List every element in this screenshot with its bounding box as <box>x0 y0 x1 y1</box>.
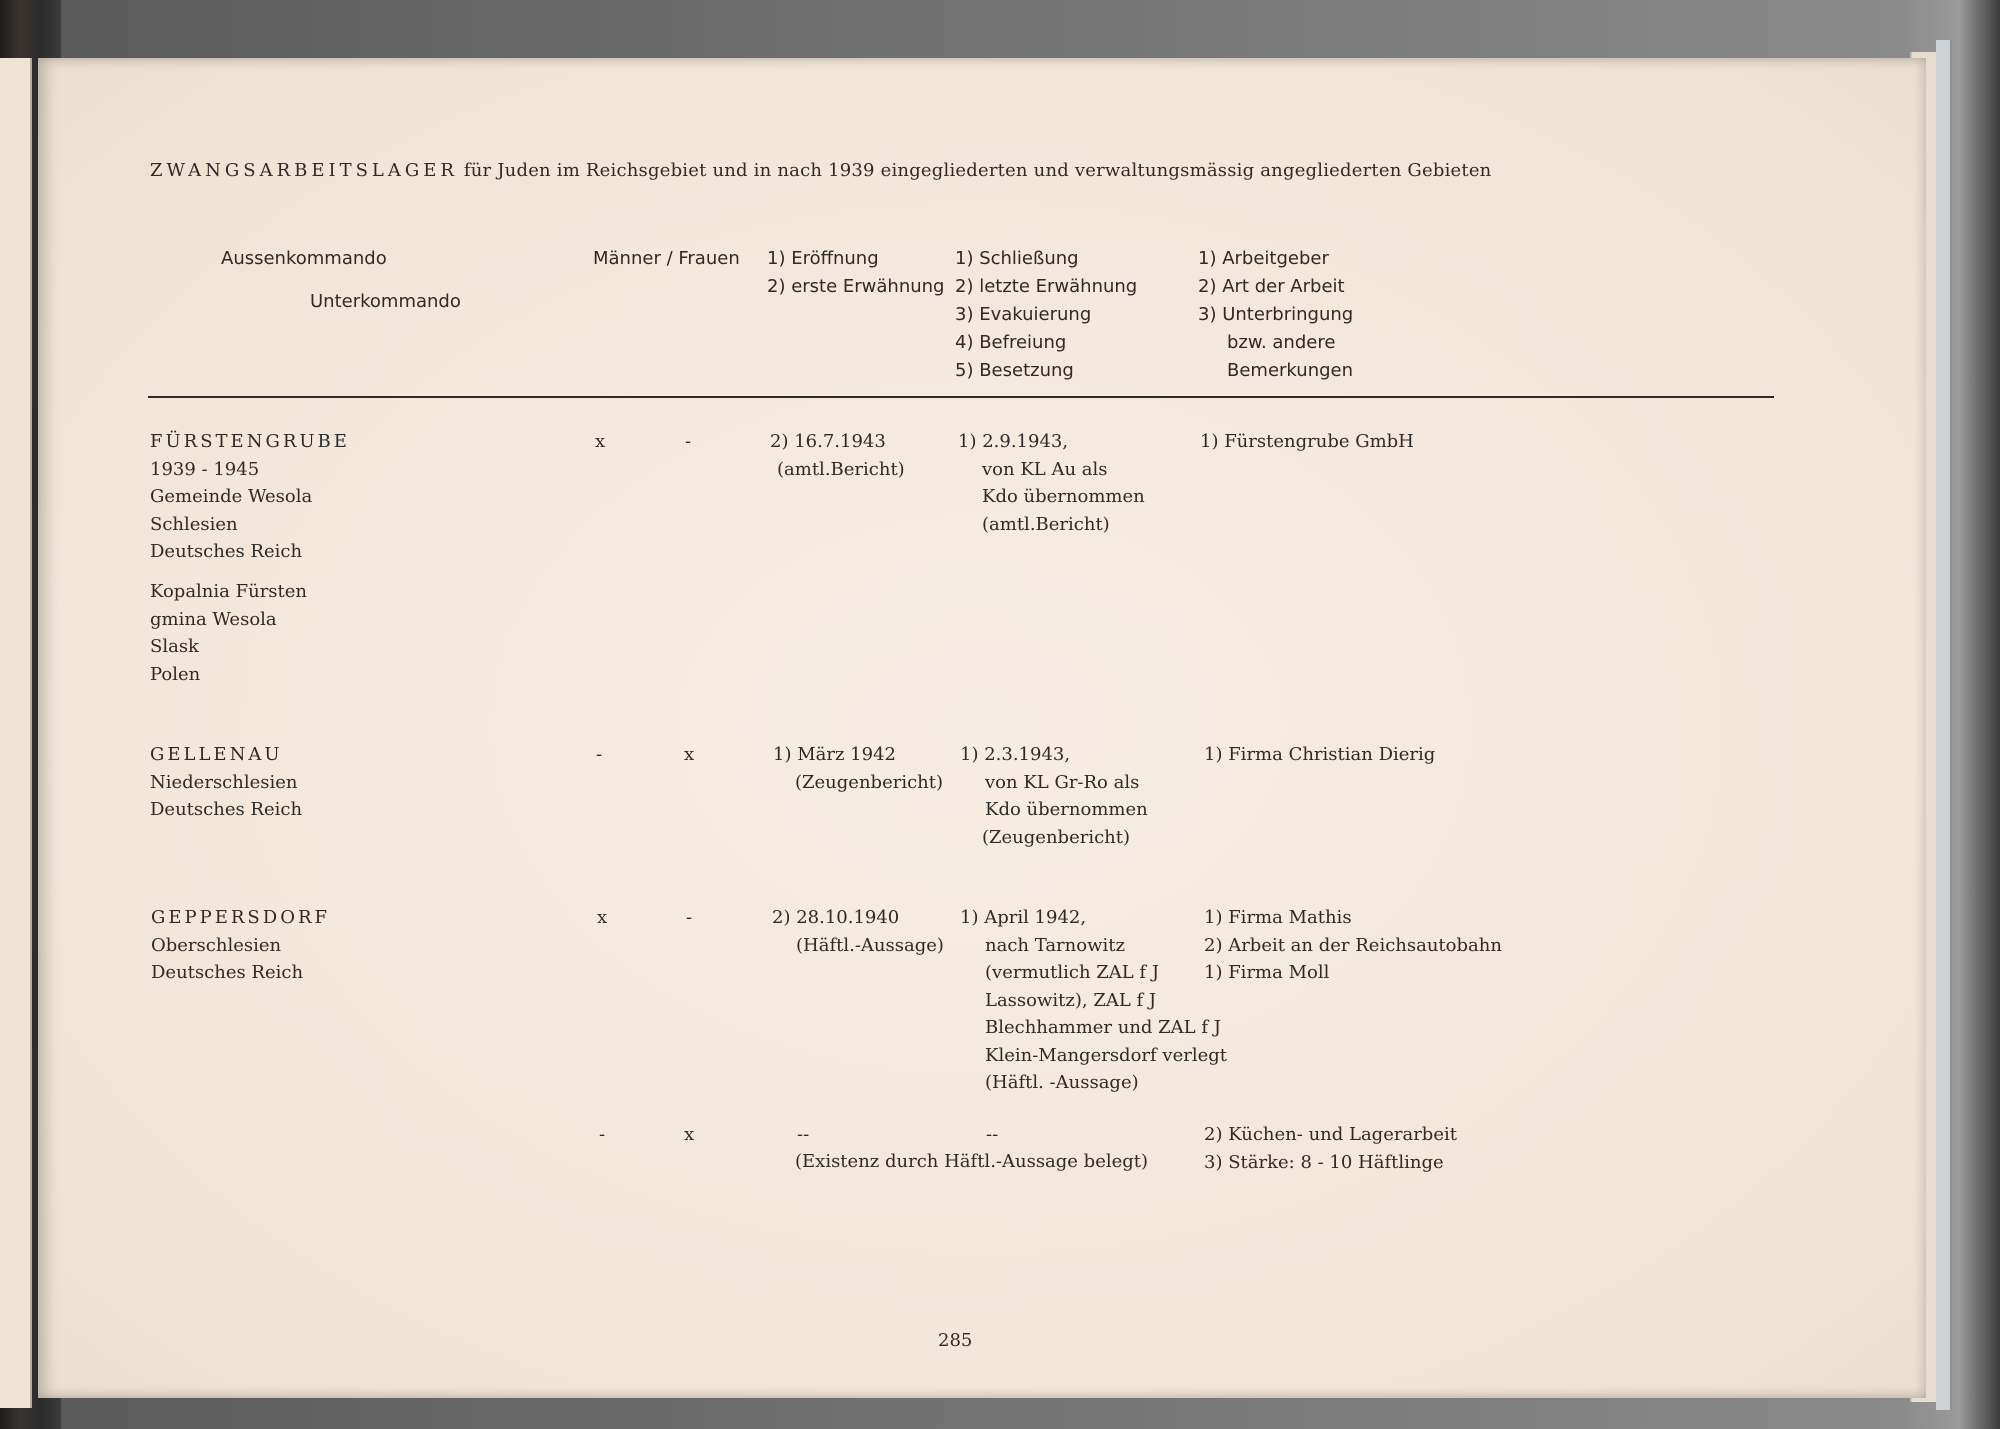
location-alt-line: Slask <box>150 636 199 657</box>
col3-line: (Zeugenbericht) <box>795 771 944 793</box>
left-page-edge <box>0 58 32 1408</box>
location-line: 1939 - 1945 <box>150 458 260 480</box>
col5-line: 2) Arbeit an der Reichsautobahn <box>1204 934 1502 956</box>
entry-arbeitgeber <box>1200 428 1414 456</box>
entry-schliessung <box>960 741 1148 851</box>
entry-location <box>150 428 350 566</box>
frauen-mark: x <box>684 744 695 765</box>
entry-name: GEPPERSDORF <box>151 907 330 928</box>
entry-name: GELLENAU <box>150 744 283 765</box>
col4-line: Klein-Mangersdorf verlegt <box>985 1044 1227 1066</box>
entry-arbeitgeber <box>1204 904 1502 987</box>
location-line: Oberschlesien <box>151 934 282 956</box>
location-line: Deutsches Reich <box>151 962 304 983</box>
header-col3-line: 1) Eröffnung <box>767 248 879 269</box>
entry-schliessung <box>958 428 1145 538</box>
maenner-mark: - <box>599 1124 606 1145</box>
frauen-mark: - <box>686 907 693 928</box>
header-col5-line: 3) Unterbringung <box>1198 304 1354 325</box>
col3-line: (Häftl.-Aussage) <box>796 934 944 956</box>
location-line: Gemeinde Wesola <box>150 486 313 507</box>
title-rest: für Juden im Reichsgebiet und in nach 1939 eingegliederten und verwaltungsmässig angegliederten Gebieten <box>463 160 1492 181</box>
entry-arbeitgeber <box>1204 741 1435 769</box>
location-alt-line: Kopalnia Fürsten <box>150 581 308 602</box>
location-line: Deutsches Reich <box>150 541 303 562</box>
title-caps: ZWANGSARBEITSLAGER <box>150 160 458 181</box>
header-arbeitgeber <box>1198 245 1353 385</box>
page-number: 285 <box>938 1330 973 1351</box>
location-line: Niederschlesien <box>150 771 298 793</box>
header-col4-line: 5) Besetzung <box>955 360 1074 381</box>
header-maenner-frauen: Männer / Frauen <box>593 248 740 269</box>
entry-location <box>150 741 302 824</box>
col3-line: (amtl.Bericht) <box>777 458 905 480</box>
col4-line: (vermutlich ZAL f J <box>985 962 1160 983</box>
col5-line: 1) Firma Moll <box>1204 962 1330 983</box>
header-col4-line: 2) letzte Erwähnung <box>955 276 1138 297</box>
maenner-mark: x <box>597 907 608 928</box>
col3-line: 2) 16.7.1943 <box>770 431 886 452</box>
header-schliessung <box>955 245 1137 385</box>
header-col5-line: 1) Arbeitgeber <box>1198 248 1329 269</box>
col4-line: 1) April 1942, <box>960 907 1087 928</box>
header-divider <box>148 396 1774 398</box>
entry-arbeitgeber <box>1204 1121 1457 1176</box>
col4-line: (Zeugenbericht) <box>982 826 1131 848</box>
header-unterkommando: Unterkommando <box>310 291 461 312</box>
col3-line: 2) 28.10.1940 <box>772 907 900 928</box>
entry-eroeffnung <box>770 428 905 483</box>
book-cover-edge <box>1936 40 1952 1410</box>
col4-line: Blechhammer und ZAL f J <box>985 1017 1221 1038</box>
entry-eroeffnung <box>773 741 943 796</box>
col4-line: von KL Au als <box>982 458 1108 480</box>
header-col4-line: 4) Befreiung <box>955 332 1067 353</box>
col4-line: 1) 2.3.1943, <box>960 744 1071 765</box>
header-col3-line: 2) erste Erwähnung <box>767 276 945 297</box>
col4-line: Lassowitz), ZAL f J <box>985 989 1157 1011</box>
entry-schliessung <box>960 904 1227 1097</box>
schliessung-dash: -- <box>986 1124 999 1145</box>
entry-eroeffnung <box>772 904 944 959</box>
col4-line: 1) 2.9.1943, <box>958 431 1069 452</box>
header-col4-line: 1) Schließung <box>955 248 1079 269</box>
location-line: Deutsches Reich <box>150 799 303 820</box>
col4-line: (amtl.Bericht) <box>982 513 1110 535</box>
col4-line: von KL Gr-Ro als <box>985 771 1140 793</box>
existence-note: (Existenz durch Häftl.-Aussage belegt) <box>795 1151 1149 1172</box>
header-col5-line: Bemerkungen <box>1227 360 1354 381</box>
location-alt-line: Polen <box>150 663 201 685</box>
col5-line: 1) Firma Mathis <box>1204 907 1352 928</box>
header-eroeffnung <box>767 245 945 301</box>
entry-name: FÜRSTENGRUBE <box>150 431 350 452</box>
col5-line: 2) Küchen- und Lagerarbeit <box>1204 1124 1457 1145</box>
maenner-mark: x <box>595 431 606 452</box>
col3-line: 1) März 1942 <box>773 744 896 765</box>
col4-line: (Häftl. -Aussage) <box>985 1072 1139 1093</box>
maenner-mark: - <box>596 744 603 765</box>
header-col5-line: bzw. andere <box>1227 332 1336 353</box>
header-col5-line: 2) Art der Arbeit <box>1198 276 1345 297</box>
frauen-mark: x <box>684 1124 695 1145</box>
page-title <box>150 160 1491 181</box>
entry-location-alt <box>150 578 307 688</box>
col4-line: nach Tarnowitz <box>985 934 1125 956</box>
header-col4-line: 3) Evakuierung <box>955 304 1092 325</box>
frauen-mark: - <box>685 431 692 452</box>
eroeffnung-dash: -- <box>797 1124 810 1145</box>
col5-line: 3) Stärke: 8 - 10 Häftlinge <box>1204 1151 1444 1173</box>
col5-line: 1) Firma Christian Dierig <box>1204 744 1436 765</box>
col4-line: Kdo übernommen <box>982 486 1145 507</box>
header-aussenkommando: Aussenkommando <box>221 248 387 269</box>
col5-line: 1) Fürstengrube GmbH <box>1200 431 1414 452</box>
entry-location <box>151 904 330 987</box>
col4-line: Kdo übernommen <box>985 799 1148 820</box>
location-alt-line: gmina Wesola <box>150 608 277 630</box>
location-line: Schlesien <box>150 513 238 535</box>
